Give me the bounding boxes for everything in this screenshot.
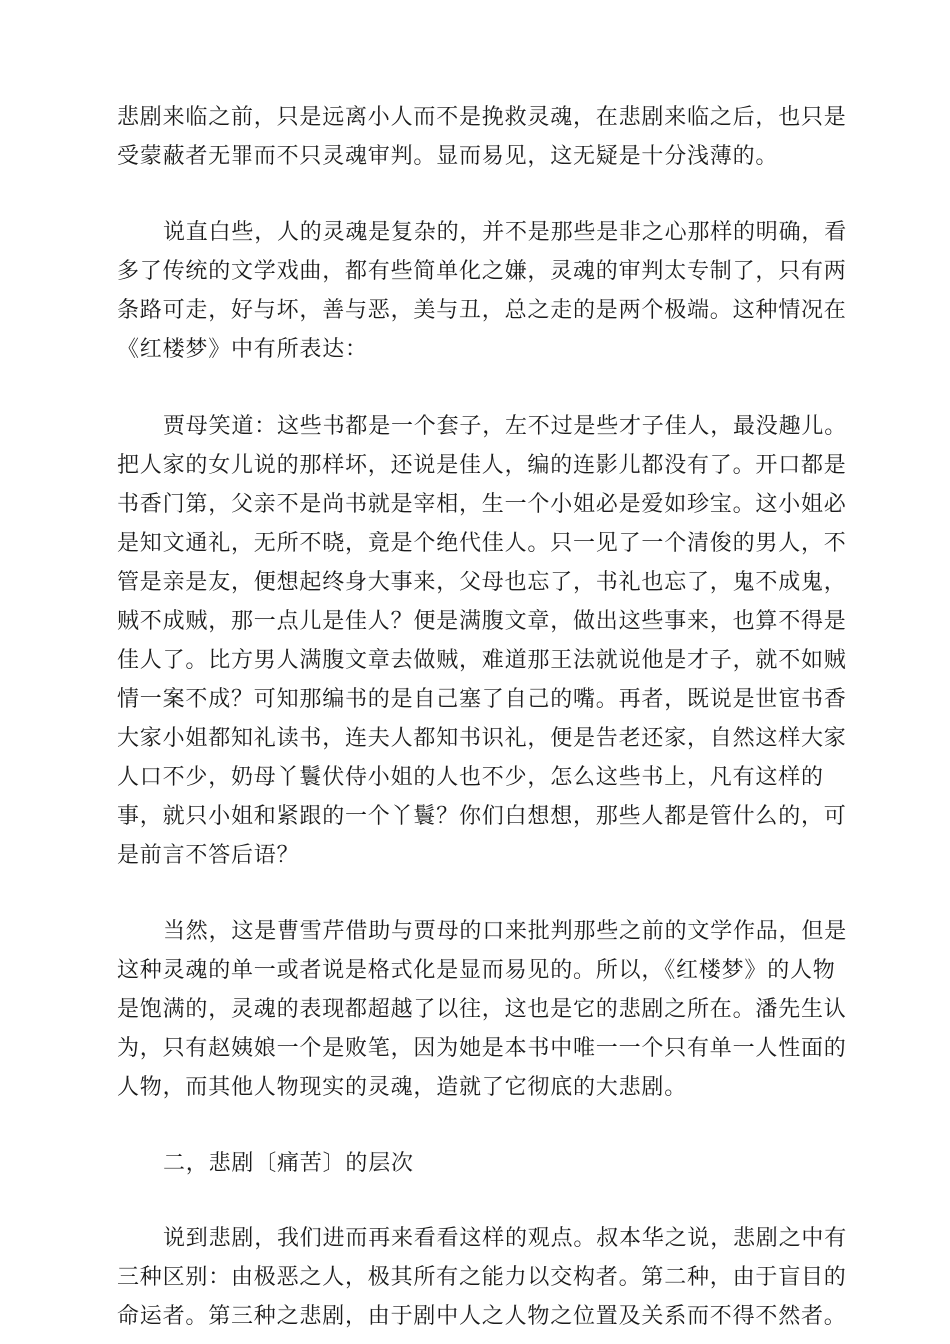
text-line: 命运者。第三种之悲剧，由于剧中人之人物之位置及关系而不得不然者。 [117,1304,847,1329]
text-line: 三种区别：由极恶之人，极其所有之能力以交构者。第二种，由于盲目的 [117,1265,847,1290]
text-line: 说直白些，人的灵魂是复杂的，并不是那些是非之心那样的明确，看 [163,220,848,245]
text-line: 管是亲是友，便想起终身大事来，父母也忘了，书礼也忘了，鬼不成鬼， [117,570,847,595]
text-line: 是前言不答后语？ [117,843,300,868]
text-line: 把人家的女儿说的那样坏，还说是佳人，编的连影儿都没有了。开口都是 [117,453,847,478]
text-line: 《红楼梦》中有所表达： [117,337,368,362]
text-line: 是饱满的，灵魂的表现都超越了以往，这也是它的悲剧之所在。潘先生认 [117,997,847,1022]
text-line: 人物，而其他人物现实的灵魂，造就了它彻底的大悲剧。 [117,1075,688,1100]
text-line: 大家小姐都知礼读书，连夫人都知书识礼，便是告老还家，自然这样大家 [117,726,847,751]
text-line: 说到悲剧，我们进而再来看看这样的观点。叔本华之说，悲剧之中有 [163,1226,848,1251]
text-line: 贼不成贼，那一点儿是佳人？便是满腹文章，做出这些事来，也算不得是 [117,609,847,634]
text-line: 人口不少，奶母丫鬟伏侍小姐的人也不少，怎么这些书上，凡有这样的 [117,765,824,790]
text-line: 为，只有赵姨娘一个是败笔，因为她是本书中唯一一个只有单一人性面的 [117,1036,847,1061]
text-line: 这种灵魂的单一或者说是格式化是显而易见的。所以，《红楼梦》的人物 [117,958,836,983]
text-line: 贾母笑道：这些书都是一个套子，左不过是些才子佳人，最没趣儿。 [163,414,848,439]
text-line: 悲剧来临之前，只是远离小人而不是挽救灵魂，在悲剧来临之后，也只是 [117,105,847,130]
text-line: 条路可走，好与坏，善与恶，美与丑，总之走的是两个极端。这种情况在 [117,298,847,323]
text-line: 受蒙蔽者无罪而不只灵魂审判。显而易见，这无疑是十分浅薄的。 [117,144,779,169]
text-line: 佳人了。比方男人满腹文章去做贼，难道那王法就说他是才子，就不如贼 [117,648,847,673]
text-line: 事，就只小姐和紧跟的一个丫鬟？你们白想想，那些人都是管什么的，可 [117,804,847,829]
text-line: 是知文通礼，无所不晓，竟是个绝代佳人。只一见了一个清俊的男人，不 [117,531,847,556]
text-line: 当然，这是曹雪芹借助与贾母的口来批判那些之前的文学作品，但是 [163,919,848,944]
text-line: 多了传统的文学戏曲，都有些简单化之嫌，灵魂的审判太专制了，只有两 [117,259,847,284]
section-heading: 二，悲剧〔痛苦〕的层次 [163,1151,414,1176]
text-line: 情一案不成？可知那编书的是自己塞了自己的嘴。再者，既说是世宦书香 [117,687,847,712]
text-line: 书香门第，父亲不是尚书就是宰相，生一个小姐必是爱如珍宝。这小姐必 [117,492,847,517]
